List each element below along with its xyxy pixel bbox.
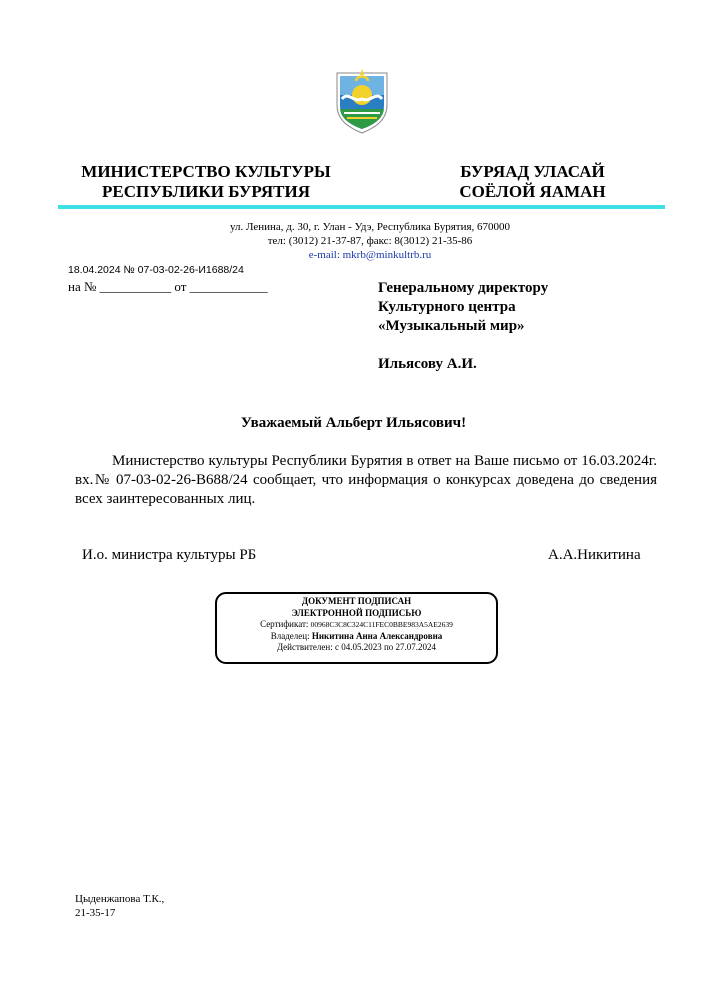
- ministry-name-line2: РЕСПУБЛИКИ БУРЯТИЯ: [102, 182, 310, 201]
- stamp-owner: [217, 631, 496, 643]
- ministry-name-russian: [70, 162, 342, 202]
- addressee-line1: Генеральному директору: [378, 280, 549, 296]
- phone-fax: тел: (3012) 21-37-87, факс: 8(3012) 21-35-86: [267, 235, 473, 247]
- registration-number: 18.04.2024 № 07-03-02-26-И1688/24: [68, 264, 244, 276]
- signatory-name: А.А.Никитина: [548, 547, 641, 563]
- executor-phone: 21-35-17: [75, 907, 116, 919]
- stamp-owner-label: Владелец:: [270, 630, 310, 641]
- stamp-title-line2: ЭЛЕКТРОННОЙ ПОДПИСЬЮ: [291, 607, 422, 618]
- executor-name: Цыденжапова Т.К.,: [75, 893, 165, 905]
- stamp-cert-value: 00968C3C8C324C11FEC0BBE983A5AE2639: [310, 620, 453, 629]
- buryatia-coat-of-arms-icon: [334, 65, 390, 135]
- addressee-name: Ильясову А.И.: [378, 356, 477, 372]
- stamp-title-line1: ДОКУМЕНТ ПОДПИСАН: [301, 596, 412, 606]
- stamp-certificate: [217, 619, 496, 631]
- header-divider: [58, 205, 665, 209]
- email-link[interactable]: e-mail: mkrb@minkultrb.ru: [308, 249, 432, 261]
- letter-body: Министерство культуры Республики Бурятия в ответ на Ваше письмо от 16.03.2024г. вх.№ 07-03-02-26-В688/24 сообщает, что информация о конкурсах доведена до сведения всех заинтересованных лиц.: [75, 453, 657, 507]
- electronic-signature-stamp: [215, 592, 498, 664]
- stamp-cert-label: Сертификат:: [260, 619, 309, 629]
- signatory-position: И.о. министра культуры РБ: [82, 547, 257, 563]
- ministry-name-buryat: [420, 162, 645, 202]
- incoming-reference: на № ___________ от ____________: [68, 279, 268, 294]
- ministry-name-buryat-line1: БУРЯАД УЛАСАЙ: [460, 162, 605, 181]
- addressee-line3: «Музыкальный мир»: [378, 318, 525, 334]
- postal-address: ул. Ленина, д. 30, г. Улан - Удэ, Республика Бурятия, 670000: [229, 221, 511, 233]
- stamp-validity: Действителен: с 04.05.2023 по 27.07.2024: [276, 642, 437, 652]
- ministry-name-buryat-line2: СОЁЛОЙ ЯАМАН: [459, 182, 606, 201]
- addressee-line2: Культурного центра: [378, 299, 516, 315]
- ministry-name-line1: МИНИСТЕРСТВО КУЛЬТУРЫ: [81, 162, 331, 181]
- salutation: Уважаемый Альберт Ильясович!: [240, 415, 467, 431]
- stamp-owner-value: Никитина Анна Александровна: [311, 630, 443, 641]
